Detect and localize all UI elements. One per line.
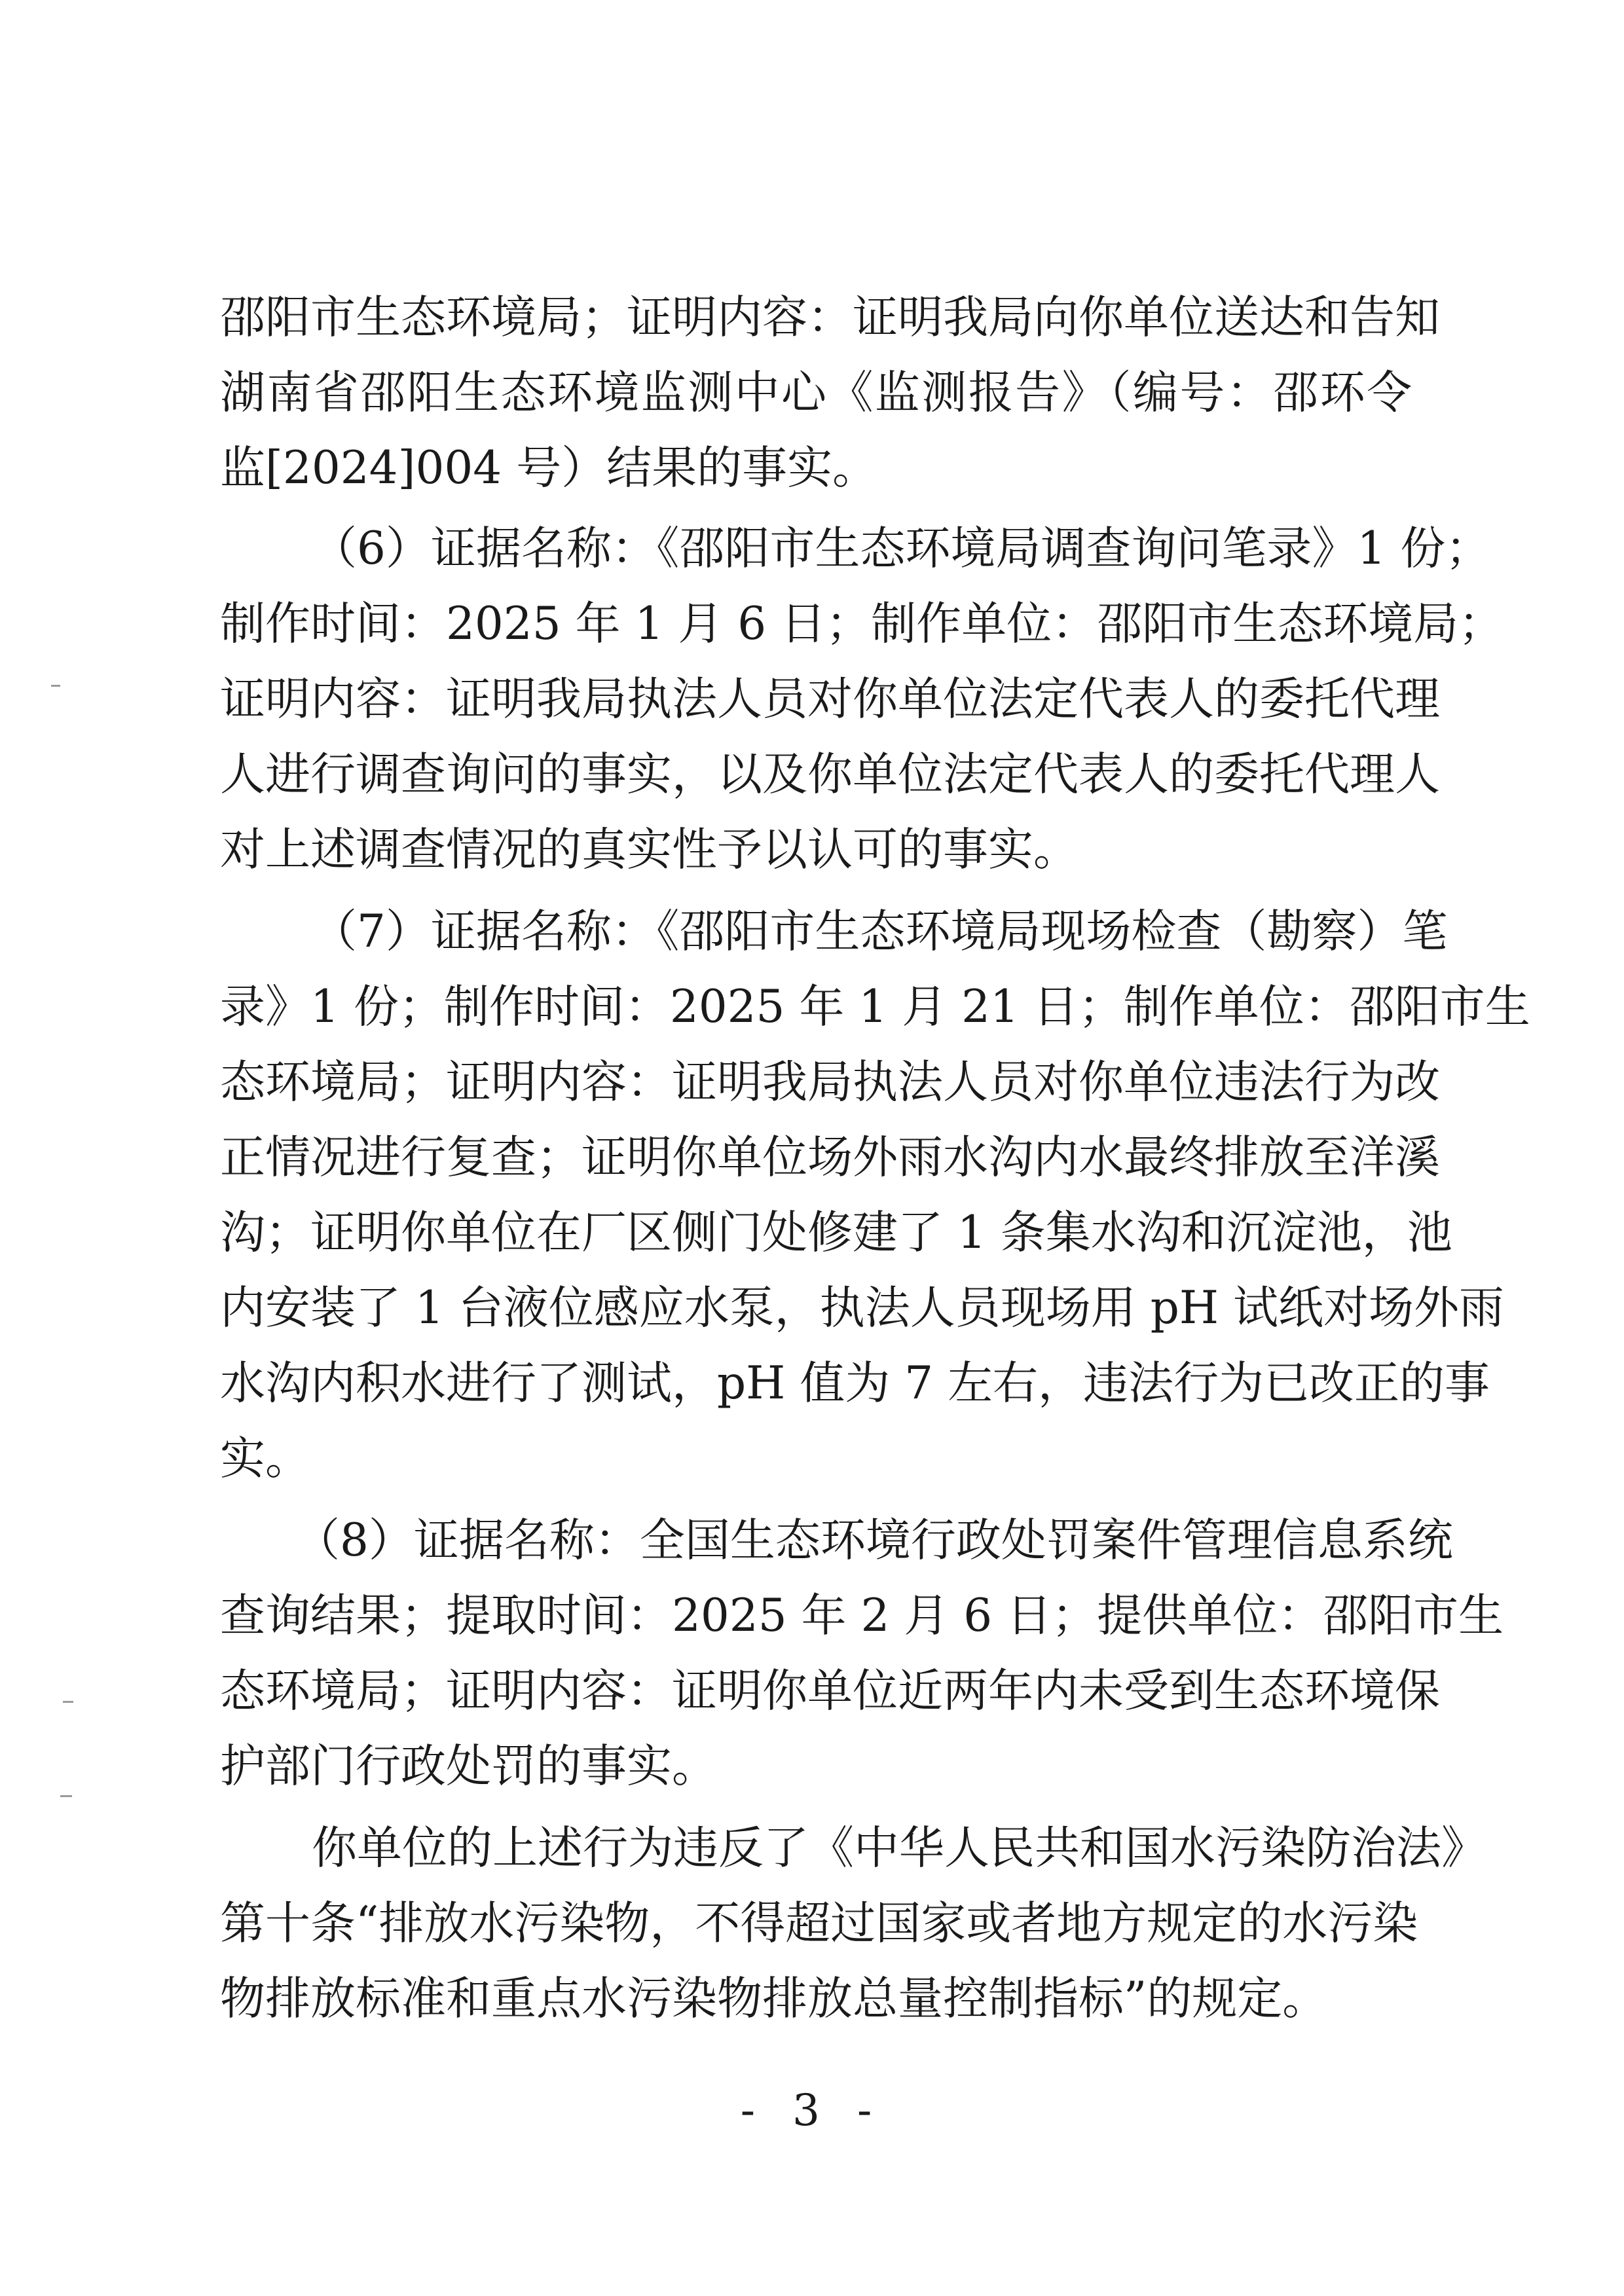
body-line: 物排放标准和重点水污染物排放总量控制指标”的规定。 — [220, 1973, 1328, 2025]
evidence-7-heading: （7）证据名称：《邵阳市生态环境局现场检查（勘察）笔 — [312, 905, 1448, 958]
body-line: 制作时间：2025 年 1 月 6 日；制作单位：邵阳市生态环境局； — [220, 598, 1504, 650]
body-line: 正情况进行复查；证明你单位场外雨水沟内水最终排放至洋溪 — [220, 1131, 1440, 1184]
body-line: 邵阳市生态环境局；证明内容：证明我局向你单位送达和告知 — [220, 291, 1440, 344]
scan-mark — [60, 1795, 72, 1797]
body-line: 对上述调查情况的真实性予以认可的事实。 — [220, 824, 1079, 876]
body-line: 内安装了 1 台液位感应水泵，执法人员现场用 pH 试纸对场外雨 — [220, 1282, 1504, 1334]
scan-mark — [63, 1701, 73, 1703]
page-number: - 3 - — [740, 2085, 884, 2136]
body-line: 水沟内积水进行了测试，pH 值为 7 左右，违法行为已改正的事 — [220, 1357, 1490, 1410]
conclusion-line: 你单位的上述行为违反了《中华人民共和国水污染防治法》 — [312, 1822, 1486, 1874]
body-line: 护部门行政处罚的事实。 — [220, 1740, 717, 1793]
body-line: 实。 — [220, 1432, 310, 1485]
body-line: 证明内容：证明我局执法人员对你单位法定代表人的委托代理 — [220, 673, 1440, 725]
evidence-8-heading: （8）证据名称：全国生态环境行政处罚案件管理信息系统 — [295, 1514, 1453, 1567]
body-line: 人进行调查询问的事实，以及你单位法定代表人的委托代理人 — [220, 748, 1440, 801]
body-line: 第十条“排放水污染物，不得超过国家或者地方规定的水污染 — [220, 1897, 1418, 1950]
evidence-6-heading: （6）证据名称：《邵阳市生态环境局调查询问笔录》1 份； — [312, 522, 1491, 575]
body-line: 态环境局；证明内容：证明我局执法人员对你单位违法行为改 — [220, 1056, 1440, 1108]
body-line: 监[2024]004 号）结果的事实。 — [220, 442, 878, 494]
body-line: 查询结果；提取时间：2025 年 2 月 6 日；提供单位：邵阳市生 — [220, 1590, 1504, 1642]
body-line: 沟；证明你单位在厂区侧门处修建了 1 条集水沟和沉淀池，池 — [220, 1207, 1452, 1259]
body-line: 录》1 份；制作时间：2025 年 1 月 21 日；制作单位：邵阳市生 — [220, 981, 1530, 1033]
body-line: 湖南省邵阳生态环境监测中心《监测报告》（编号：邵环令 — [220, 367, 1412, 419]
body-line: 态环境局；证明内容：证明你单位近两年内未受到生态环境保 — [220, 1665, 1440, 1717]
scan-mark — [51, 685, 60, 687]
